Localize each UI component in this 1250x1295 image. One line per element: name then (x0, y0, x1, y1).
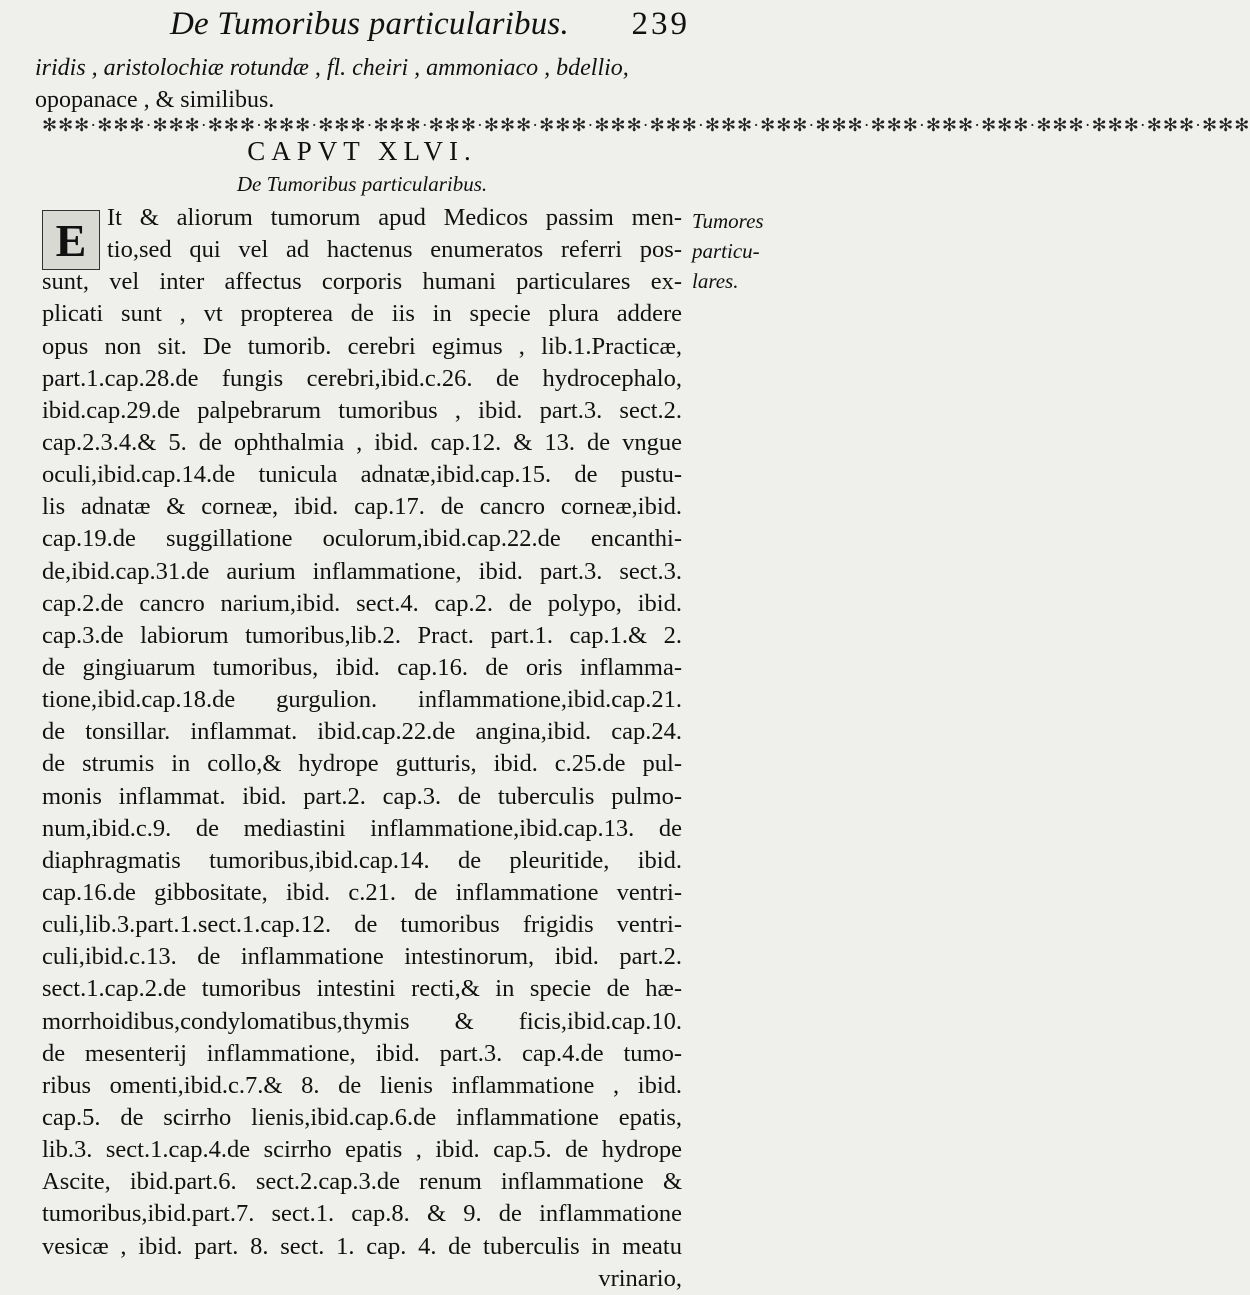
ornamental-rule: ✻✻✻·✻✻✻·✻✻✻·✻✻✻·✻✻✻·✻✻✻·✻✻✻·✻✻✻·✻✻✻·✻✻✻·✻✻✻·✻✻✻·✻✻✻·✻✻✻·✻✻✻·✻✻✻·✻✻✻·✻✻✻·✻✻✻·✻✻✻·✻✻✻·✻✻✻ (42, 115, 1250, 135)
page-number: 239 (631, 6, 690, 42)
margin-note-line: lares. (692, 269, 739, 293)
text-line: de,ibid.cap.31.de aurium inflammatione, ibid. part.3. sect.3. (42, 557, 682, 585)
margin-note-line: Tumores (692, 209, 764, 233)
text-line: iridis , aristolochiæ rotundæ , fl. cheiri , ammoniaco , bdellio, (35, 55, 629, 81)
text-line: monis inflammat. ibid. part.2. cap.3. de tuberculis pulmo- (42, 782, 682, 810)
text-line: sunt, vel inter affectus corporis humani particulares ex- (42, 268, 682, 296)
text-line: num,ibid.c.9. de mediastini inflammatione,ibid.cap.13. de (42, 814, 682, 842)
text-line: ibid.cap.29.de palpebrarum tumoribus , ibid. part.3. sect.2. (42, 396, 682, 424)
previous-chapter-ending (35, 52, 685, 116)
text-line: tumoribus,ibid.part.7. sect.1. cap.8. & 9. de inflammatione (42, 1200, 682, 1228)
text-line: lis adnatæ & corneæ, ibid. cap.17. de cancro corneæ,ibid. (42, 493, 682, 521)
text-line: culi,ibid.c.13. de inflammatione intestinorum, ibid. part.2. (42, 943, 682, 971)
text-line: plicati sunt , vt propterea de iis in specie plura addere (42, 300, 682, 328)
text-line: cap.5. de scirrho lienis,ibid.cap.6.de inflammatione epatis, (42, 1103, 682, 1131)
text-line: cap.2.de cancro narium,ibid. sect.4. cap.2. de polypo, ibid. (42, 589, 682, 617)
text-line: tio,sed qui vel ad hactenus enumeratos referri pos- (107, 236, 682, 264)
drop-cap-initial: E (42, 210, 100, 270)
chapter-body (42, 202, 682, 1295)
text-line: ribus omenti,ibid.c.7.& 8. de lienis inflammatione , ibid. (42, 1071, 682, 1099)
text-line: morrhoidibus,condylomatibus,thymis & ficis,ibid.cap.10. (42, 1007, 682, 1035)
text-line: vesicæ , ibid. part. 8. sect. 1. cap. 4. de tuberculis in meatu (42, 1232, 682, 1260)
text-line: diaphragmatis tumoribus,ibid.cap.14. de pleuritide, ibid. (42, 846, 682, 874)
chapter-heading: CAPVT XLVI. (247, 136, 477, 166)
text-line: de strumis in collo,& hydrope gutturis, ibid. c.25.de pul- (42, 750, 682, 778)
text-line: It & aliorum tumorum apud Medicos passim men- (107, 204, 682, 231)
text-line: de tonsillar. inflammat. ibid.cap.22.de angina,ibid. cap.24. (42, 718, 682, 746)
chapter-subtitle: De Tumoribus particularibus. (236, 172, 488, 196)
catchword-line: vrinario, (598, 1264, 682, 1292)
running-head-title: De Tumoribus particularibus. (170, 6, 569, 42)
text-line: cap.19.de suggillatione oculorum,ibid.cap.22.de encanthi- (42, 525, 682, 553)
text-line: tione,ibid.cap.18.de gurgulion. inflammatione,ibid.cap.21. (42, 686, 682, 714)
running-head (170, 6, 690, 52)
text-line: de gingiuarum tumoribus, ibid. cap.16. de oris inflamma- (42, 653, 682, 681)
text-line: part.1.cap.28.de fungis cerebri,ibid.c.26. de hydrocephalo, (42, 364, 682, 392)
text-line: sect.1.cap.2.de tumoribus intestini recti,& in specie de hæ- (42, 975, 682, 1003)
text-line: lib.3. sect.1.cap.4.de scirrho epatis , ibid. cap.5. de hydrope (42, 1136, 682, 1164)
text-line: culi,lib.3.part.1.sect.1.cap.12. de tumoribus frigidis ventri- (42, 911, 682, 939)
text-line: de mesenterij inflammatione, ibid. part.3. cap.4.de tumo- (42, 1039, 682, 1067)
text-line: opus non sit. De tumorib. cerebri egimus , lib.1.Practicæ, (42, 332, 682, 360)
text-line: oculi,ibid.cap.14.de tunicula adnatæ,ibid.cap.15. de pustu- (42, 461, 682, 489)
margin-note (692, 206, 792, 296)
margin-note-line: particu- (692, 239, 760, 263)
text-line: Ascite, ibid.part.6. sect.2.cap.3.de renum inflammatione & (42, 1168, 682, 1196)
text-line: cap.2.3.4.& 5. de ophthalmia , ibid. cap.12. & 13. de vngue (42, 428, 682, 456)
text-line: opopanace , & similibus. (35, 87, 275, 113)
text-line: cap.16.de gibbositate, ibid. c.21. de inflammatione ventri- (42, 878, 682, 906)
text-line: cap.3.de labiorum tumoribus,lib.2. Pract. part.1. cap.1.& 2. (42, 621, 682, 649)
